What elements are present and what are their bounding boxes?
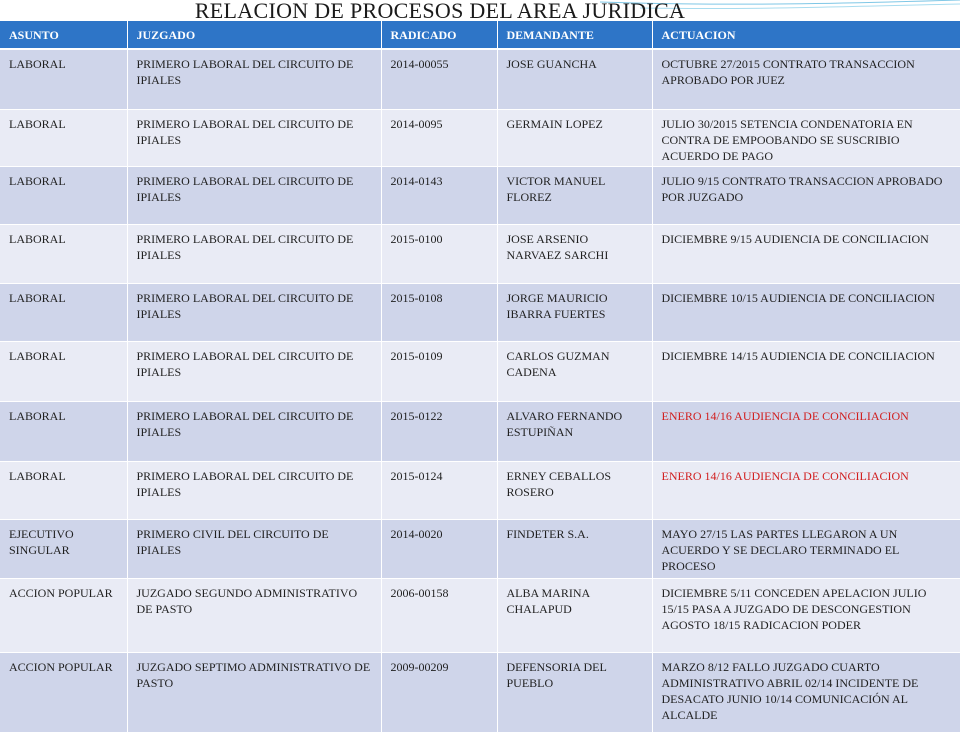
- table-body: [0, 49, 960, 733]
- cell-asunto: LABORAL: [0, 225, 127, 284]
- cell-demandante: JORGE MAURICIO IBARRA FUERTES: [497, 284, 652, 342]
- cell-actuacion: DICIEMBRE 9/15 AUDIENCIA DE CONCILIACION: [652, 225, 960, 284]
- cell-actuacion: JULIO 9/15 CONTRATO TRANSACCION APROBADO POR JUZGADO: [652, 167, 960, 225]
- cell-radicado: 2015-0109: [381, 342, 497, 402]
- cell-asunto: ACCION POPULAR: [0, 579, 127, 653]
- cell-actuacion: OCTUBRE 27/2015 CONTRATO TRANSACCION APROBADO POR JUEZ: [652, 49, 960, 110]
- cell-actuacion: DICIEMBRE 10/15 AUDIENCIA DE CONCILIACION: [652, 284, 960, 342]
- cell-radicado: 2015-0124: [381, 462, 497, 520]
- cell-juzgado: JUZGADO SEPTIMO ADMINISTRATIVO DE PASTO: [127, 653, 381, 733]
- cell-juzgado: PRIMERO LABORAL DEL CIRCUITO DE IPIALES: [127, 462, 381, 520]
- cell-actuacion: MARZO 8/12 FALLO JUZGADO CUARTO ADMINISTRATIVO ABRIL 02/14 INCIDENTE DE DESACATO JUNIO 10/14 COMUNICACIÓN AL ALCALDE: [652, 653, 960, 733]
- table-row: [0, 402, 960, 462]
- cell-demandante: JOSE GUANCHA: [497, 49, 652, 110]
- cell-asunto: LABORAL: [0, 342, 127, 402]
- cell-juzgado: PRIMERO LABORAL DEL CIRCUITO DE IPIALES: [127, 402, 381, 462]
- table-row: [0, 579, 960, 653]
- table-row: [0, 653, 960, 733]
- cell-radicado: 2015-0100: [381, 225, 497, 284]
- column-header-asunto: ASUNTO: [0, 21, 127, 49]
- cell-juzgado: PRIMERO LABORAL DEL CIRCUITO DE IPIALES: [127, 284, 381, 342]
- table-row: [0, 110, 960, 167]
- cell-actuacion: JULIO 30/2015 SETENCIA CONDENATORIA EN CONTRA DE EMPOOBANDO SE SUSCRIBIO ACUERDO DE PAGO: [652, 110, 960, 167]
- cell-asunto: LABORAL: [0, 284, 127, 342]
- table-row: [0, 342, 960, 402]
- cell-radicado: 2014-00055: [381, 49, 497, 110]
- table-header-row: [0, 21, 960, 49]
- cell-juzgado: PRIMERO LABORAL DEL CIRCUITO DE IPIALES: [127, 167, 381, 225]
- cell-actuacion: MAYO 27/15 LAS PARTES LLEGARON A UN ACUERDO Y SE DECLARO TERMINADO EL PROCESO: [652, 520, 960, 579]
- column-header-radicado: RADICADO: [381, 21, 497, 49]
- column-header-juzgado: JUZGADO: [127, 21, 381, 49]
- cell-demandante: VICTOR MANUEL FLOREZ: [497, 167, 652, 225]
- table-row: [0, 284, 960, 342]
- processes-table: [0, 21, 960, 733]
- cell-radicado: 2006-00158: [381, 579, 497, 653]
- cell-radicado: 2014-0143: [381, 167, 497, 225]
- cell-radicado: 2015-0122: [381, 402, 497, 462]
- cell-actuacion: ENERO 14/16 AUDIENCIA DE CONCILIACION: [652, 402, 960, 462]
- cell-actuacion: DICIEMBRE 14/15 AUDIENCIA DE CONCILIACION: [652, 342, 960, 402]
- cell-juzgado: PRIMERO LABORAL DEL CIRCUITO DE IPIALES: [127, 225, 381, 284]
- table-row: [0, 225, 960, 284]
- cell-asunto: LABORAL: [0, 110, 127, 167]
- page-title: RELACION DE PROCESOS DEL AREA JURIDICA: [194, 0, 686, 23]
- cell-radicado: 2014-0095: [381, 110, 497, 167]
- cell-demandante: CARLOS GUZMAN CADENA: [497, 342, 652, 402]
- table-row: [0, 167, 960, 225]
- cell-juzgado: JUZGADO SEGUNDO ADMINISTRATIVO DE PASTO: [127, 579, 381, 653]
- cell-asunto: LABORAL: [0, 402, 127, 462]
- cell-radicado: 2015-0108: [381, 284, 497, 342]
- cell-actuacion: DICIEMBRE 5/11 CONCEDEN APELACION JULIO 15/15 PASA A JUZGADO DE DESCONGESTION AGOSTO 18/15 RADICACION PODER: [652, 579, 960, 653]
- cell-juzgado: PRIMERO LABORAL DEL CIRCUITO DE IPIALES: [127, 110, 381, 167]
- column-header-demandante: DEMANDANTE: [497, 21, 652, 49]
- cell-asunto: ACCION POPULAR: [0, 653, 127, 733]
- cell-asunto: LABORAL: [0, 167, 127, 225]
- cell-actuacion: ENERO 14/16 AUDIENCIA DE CONCILIACION: [652, 462, 960, 520]
- cell-juzgado: PRIMERO LABORAL DEL CIRCUITO DE IPIALES: [127, 342, 381, 402]
- cell-radicado: 2009-00209: [381, 653, 497, 733]
- cell-demandante: GERMAIN LOPEZ: [497, 110, 652, 167]
- cell-asunto: EJECUTIVO SINGULAR: [0, 520, 127, 579]
- cell-juzgado: PRIMERO LABORAL DEL CIRCUITO DE IPIALES: [127, 49, 381, 110]
- cell-radicado: 2014-0020: [381, 520, 497, 579]
- cell-asunto: LABORAL: [0, 49, 127, 110]
- column-header-actuacion: ACTUACION: [652, 21, 960, 49]
- table-row: [0, 520, 960, 579]
- table-row: [0, 462, 960, 520]
- cell-demandante: FINDETER S.A.: [497, 520, 652, 579]
- cell-demandante: ALBA MARINA CHALAPUD: [497, 579, 652, 653]
- table-row: [0, 49, 960, 110]
- cell-asunto: LABORAL: [0, 462, 127, 520]
- cell-demandante: JOSE ARSENIO NARVAEZ SARCHI: [497, 225, 652, 284]
- cell-juzgado: PRIMERO CIVIL DEL CIRCUITO DE IPIALES: [127, 520, 381, 579]
- cell-demandante: DEFENSORIA DEL PUEBLO: [497, 653, 652, 733]
- cell-demandante: ALVARO FERNANDO ESTUPIÑAN: [497, 402, 652, 462]
- cell-demandante: ERNEY CEBALLOS ROSERO: [497, 462, 652, 520]
